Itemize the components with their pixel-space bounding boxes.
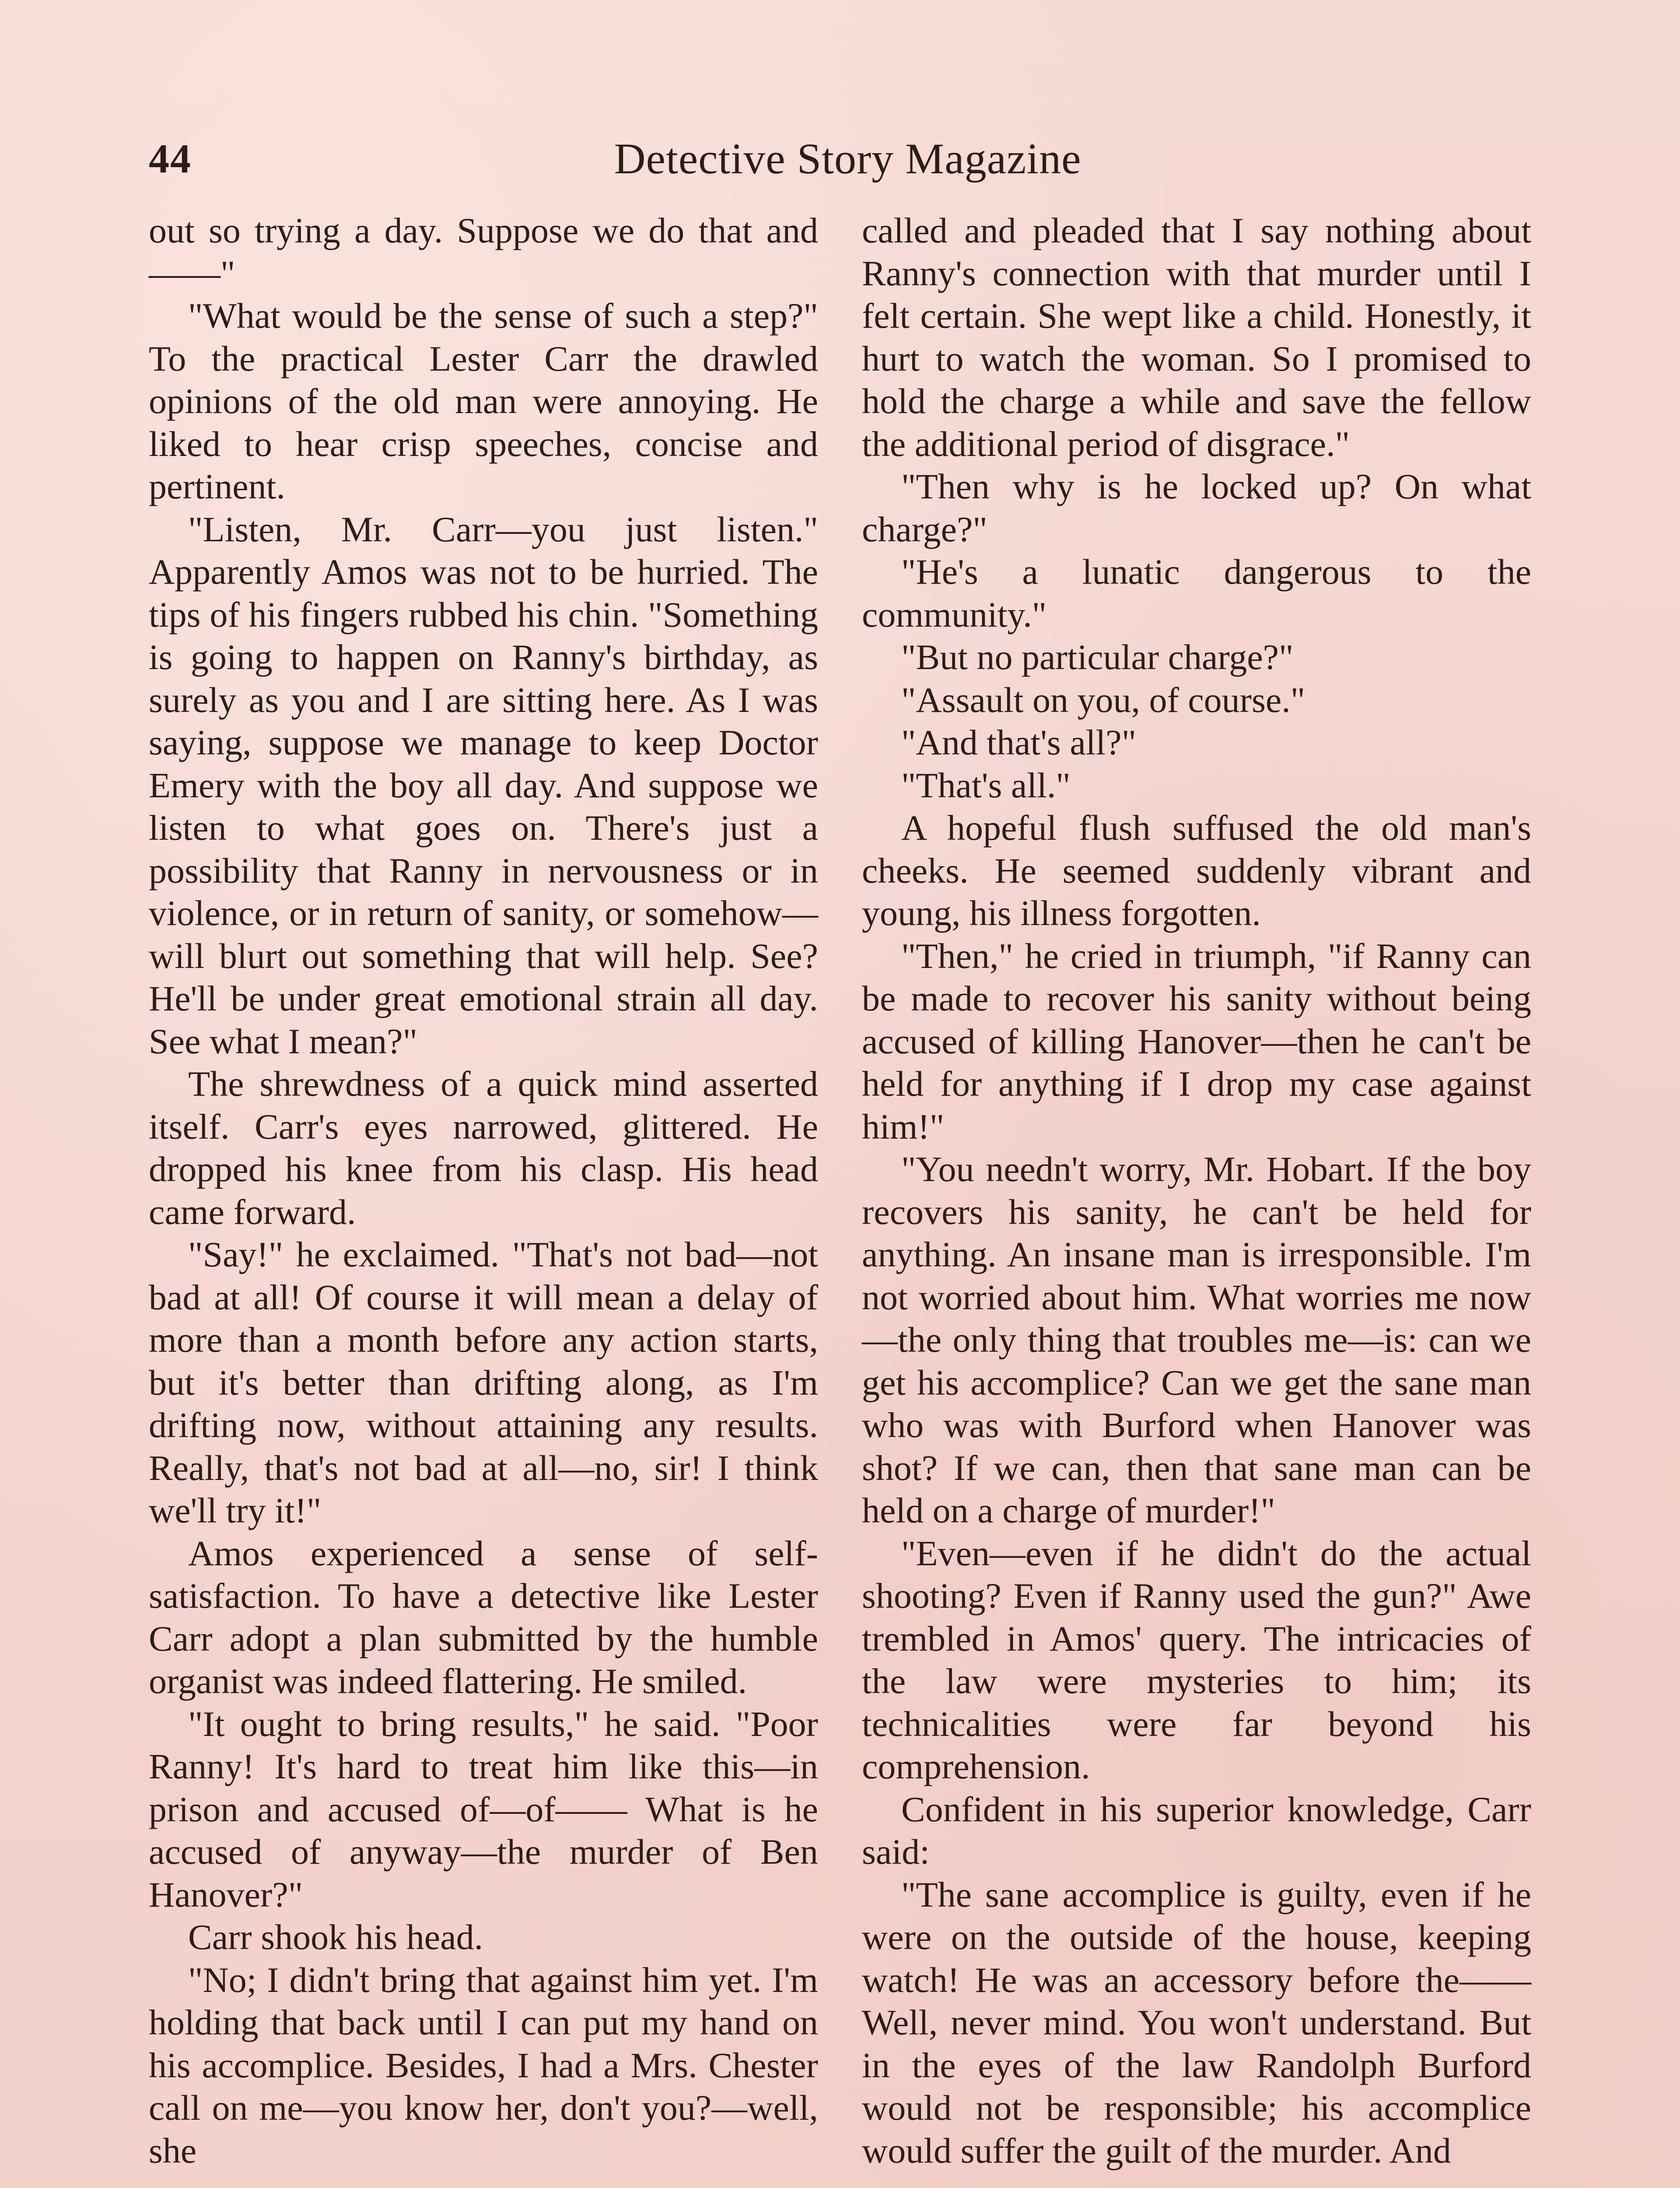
paragraph: "Even—even if he didn't do the actual shooting? Even if Ranny used the gun?" Awe trembled in Amos' query. The intricacies of the law were mysteries to him; its technicalities were far beyond his comprehension. [862, 1533, 1531, 1786]
paragraph: "And that's all?" [901, 722, 1137, 762]
paragraph: out so trying a day. Suppose we do that and——" [149, 210, 818, 293]
left-column [149, 209, 818, 2172]
paragraph: "But no particular charge?" [901, 637, 1294, 677]
right-column [862, 209, 1531, 2172]
paragraph: "Listen, Mr. Carr—you just listen." Apparently Amos was not to be hurried. The tips of his fingers rubbed his chin. "Something is going to happen on Ranny's birthday, as surely as you and I are sitting here. As I was saying, suppose we manage to keep Doctor Emery with the boy all day. And suppose we listen to what goes on. There's just a possibility that Ranny in nervousness or in violence, or in return of sanity, or somehow—will blurt out something that will help. See? He'll be under great emotional strain all day. See what I mean?" [149, 509, 818, 1061]
paragraph: "Then," he cried in triumph, "if Ranny can be made to recover his sanity without being accused of killing Hanover—then he can't be held for anything if I drop my case against him!" [862, 936, 1531, 1147]
paragraph: Amos experienced a sense of self-satisfaction. To have a detective like Lester Carr adopt a plan submitted by the humble organist was indeed flattering. He smiled. [149, 1533, 818, 1701]
paragraph: "What would be the sense of such a step?" To the practical Lester Carr the drawled opinions of the old man were annoying. He liked to hear crisp speeches, concise and pertinent. [149, 296, 818, 506]
paragraph: A hopeful flush suffused the old man's cheeks. He seemed suddenly vibrant and young, his illness forgotten. [862, 808, 1531, 933]
paragraph: "Say!" he exclaimed. "That's not bad—not bad at all! Of course it will mean a delay of more than a month before any action starts, but it's better than drifting along, as I'm drifting now, without attaining any results. Really, that's not bad at all—no, sir! I think we'll try it!" [149, 1234, 818, 1530]
paragraph: "No; I didn't bring that against him yet. I'm holding that back until I can put my hand on his accomplice. Besides, I had a Mrs. Chester call on me—you know her, don't you?—well, she [149, 1960, 818, 2170]
paragraph: "He's a lunatic dangerous to the community." [862, 552, 1531, 635]
paragraph: Carr shook his head. [188, 1917, 483, 1957]
paragraph: "The sane accomplice is guilty, even if he were on the outside of the house, keeping watch! He was an accessory before the—— Well, never mind. You won't understand. But in the eyes of the law Randolph Burford would not be responsible; his accomplice would suffer the guilt of the murder. And [862, 1874, 1531, 2170]
running-head: Detective Story Magazine [614, 134, 1082, 183]
paragraph: "That's all." [901, 765, 1071, 805]
paragraph: "Then why is he locked up? On what charge?" [862, 466, 1531, 549]
paragraph: "It ought to bring results," he said. "Poor Ranny! It's hard to treat him like this—in prison and accused of—of—— What is he accused of anyway—the murder of Ben Hanover?" [149, 1704, 818, 1914]
page-header [149, 126, 1547, 192]
paragraph: called and pleaded that I say nothing about Ranny's connection with that murder until I felt certain. She wept like a child. Honestly, it hurt to watch the woman. So I promised to hold the charge a while and save the fellow the additional period of disgrace." [862, 210, 1531, 464]
paragraph: "You needn't worry, Mr. Hobart. If the boy recovers his sanity, he can't be held for anything. An insane man is irresponsible. I'm not worried about him. What worries me now—the only thing that troubles me—is: can we get his accomplice? Can we get the sane man who was with Burford when Hanover was shot? If we can, then that sane man can be held on a charge of murder!" [862, 1149, 1531, 1530]
paragraph: The shrewdness of a quick mind asserted itself. Carr's eyes narrowed, glittered. He dropped his knee from his clasp. His head came forward. [149, 1064, 818, 1232]
paragraph: "Assault on you, of course." [901, 680, 1306, 720]
page-number: 44 [149, 136, 192, 182]
paragraph: Confident in his superior knowledge, Carr said: [862, 1789, 1531, 1872]
